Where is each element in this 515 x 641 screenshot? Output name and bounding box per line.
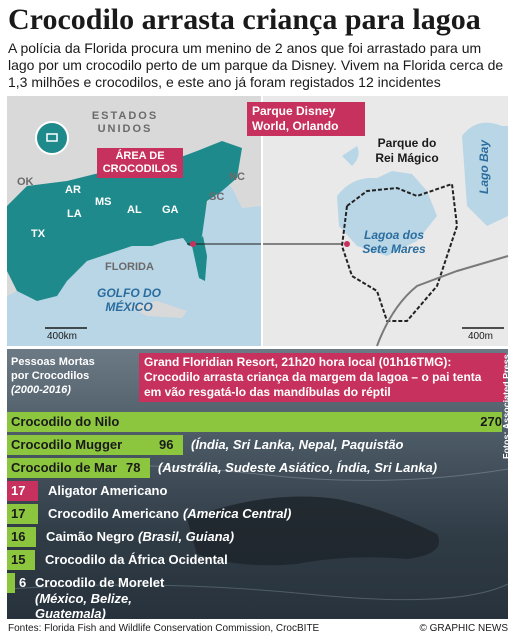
bar-note: (Austrália, Sudeste Asiático, Índia, Sri Lanka) [158,460,438,475]
bar-count: 78 [126,460,141,475]
deaths-heading [11,355,151,397]
right-scale-label: 400m [468,331,494,342]
state-tx: TX [31,228,46,240]
deaths-years: (2000-2016) [11,384,71,396]
state-ok: OK [17,176,34,188]
state-ms: MS [95,196,112,208]
globe-locator-icon [36,122,68,154]
seven-seas-label: Lagoa dos Sete Mares [362,228,426,256]
bar-row [7,412,508,432]
magic-kingdom-label: Parque do Rei Mágico [375,136,439,165]
state-ga: GA [162,204,179,216]
bar-name: Crocodilo do Nilo [11,414,120,429]
footer [8,622,508,636]
event-caption: Grand Floridian Resort, 21h20 hora local (01h16TMG): Crocodilo arrasta criança da margem da lagoa – o pai tenta em vão resgatá-lo das mandíbulas do réptil [139,353,506,402]
bar-row [7,550,508,570]
florida-label: FLORIDA [105,261,154,273]
state-la: LA [67,208,82,220]
bar-name: Crocodilo Mugger [11,437,123,452]
bar-name: Crocodilo da África Ocidental [45,552,228,567]
deaths-heading-line2: por Crocodilos [11,370,90,382]
disney-location-label: Parque Disney World, Orlando [247,102,365,136]
bar-name: Crocodilo Americano [48,506,179,521]
bar-note: (México, Belize, Guatemala) [35,591,132,621]
bar-count: 270 [480,414,502,429]
bar [7,573,15,593]
state-nc: NC [229,171,245,183]
bar-name: Crocodilo de Mar [11,460,118,475]
state-al: AL [127,204,142,216]
bar-note: (Brasil, Guiana) [138,529,235,544]
deaths-panel [7,349,512,621]
bar-count: 15 [11,552,26,567]
footer-sources: Fontes: Florida Fish and Wildlife Conservation Commission, CrocBITE [8,623,320,634]
bar-name: Crocodilo de Morelet [35,575,165,590]
country-label: ESTADOS UNIDOS [91,110,159,135]
footer-credit: © GRAPHIC NEWS [419,623,508,634]
bar-row [7,435,508,455]
state-sc: SC [209,191,225,203]
gulf-label: GOLFO DO MÉXICO [97,286,161,314]
bar-count: 6 [19,575,27,590]
bar-count: 16 [11,529,26,544]
bar-row [7,458,508,478]
bar-note: (America Central) [183,506,292,521]
bay-lake-label: Lago Bay [477,139,491,194]
bar-row [7,481,508,501]
subtitle: A polícia da Florida procura um menino de 2 anos que foi arrastado para um lago por um crocodilo perto de um parque da Disney. Vivem na Florida cerca de 1,3 milhões e crocodilos, e este ano já foram registados 12 incidentes [8,40,504,90]
left-scale-label: 400km [47,331,78,342]
location-dot-left [190,241,196,247]
deaths-heading-line1: Pessoas Mortas [11,356,95,368]
bar-count: 96 [159,437,174,452]
bar-name: Caimão Negro [46,529,135,544]
state-ar: AR [65,184,81,196]
bar-note: (Índia, Sri Lanka, Nepal, Paquistão [191,437,404,452]
bar-row [7,573,508,621]
bar-count: 17 [11,506,26,521]
bar-name: Aligator Americano [48,483,168,498]
bar-row [7,527,508,547]
bar-count: 17 [11,483,26,498]
location-dot-right [344,241,350,247]
bar-row [7,504,508,524]
maps-panel [7,96,508,346]
page-title: Crocodilo arrasta criança para lagoa [8,3,481,36]
photo-credit: Fotos: Associated Press [502,354,512,459]
area-label: ÁREA DE CROCODILOS [97,148,183,178]
